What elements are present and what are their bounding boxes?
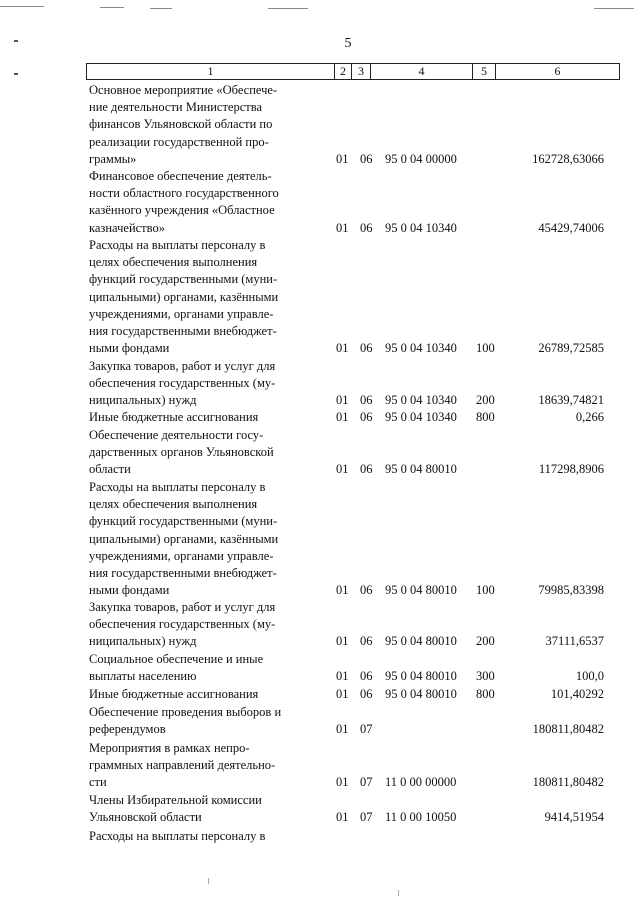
scan-edge-line [268, 8, 308, 9]
row-expense-type: 800 [476, 687, 495, 701]
row-subsection: 06 [360, 220, 373, 235]
row-expense-type: 300 [476, 669, 495, 684]
row-amount: 117298,8906 [538, 462, 604, 477]
row-target: 95 0 04 10340 [385, 341, 457, 356]
row-section: 01 [336, 775, 349, 790]
row-subsection: 07 [360, 810, 373, 825]
row-subsection: 06 [360, 669, 373, 684]
scan-edge-line [100, 7, 124, 8]
row-target: 95 0 04 80010 [385, 583, 457, 598]
row-target: 95 0 04 80010 [385, 634, 457, 649]
header-col-5: 5 [472, 63, 496, 80]
row-section: 01 [336, 687, 349, 701]
row-section: 01 [336, 220, 349, 235]
row-section: 01 [336, 722, 349, 737]
row-amount: 100,0 [575, 669, 604, 684]
row-description: Обеспечение проведения выборов и референдумов [89, 705, 282, 737]
row-section: 01 [336, 341, 349, 356]
row-amount: 180811,80482 [532, 775, 604, 790]
row-subsection: 06 [360, 341, 373, 356]
row-amount: 45429,74006 [538, 220, 604, 235]
row-subsection: 06 [360, 410, 373, 424]
header-col-3: 3 [351, 63, 371, 80]
row-description: Основное мероприятие «Обеспече- ние деятельности Министерства финансов Ульяновской области по реализации государственной про- граммы» [89, 83, 278, 166]
row-amount: 9414,51954 [544, 810, 604, 825]
row-section: 01 [336, 393, 349, 408]
row-subsection: 06 [360, 634, 373, 649]
row-section: 01 [336, 410, 349, 424]
row-target: 95 0 04 10340 [385, 410, 457, 424]
row-description: Расходы на выплаты персоналу в целях обеспечения выполнения функций государственными (муни- ципальными) органами, казёнными учреждениями, органами управле- ния государственными внебюджет- ными фондами [89, 480, 279, 598]
row-subsection: 06 [360, 151, 373, 166]
row-description: Расходы на выплаты персоналу в целях обеспечения выполнения функций государственными (муни- ципальными) органами, казёнными учреждениями, органами управле- ния государственными внебюджет- ными фондами [89, 238, 279, 356]
row-description: Социальное обеспечение и иные выплаты населению [89, 652, 264, 684]
row-subsection: 07 [360, 775, 373, 790]
header-col-1: 1 [86, 63, 335, 80]
row-expense-type: 800 [476, 410, 495, 424]
row-description: Закупка товаров, работ и услуг для обеспечения государственных (му- ниципальных) нужд [89, 600, 276, 649]
row-section: 01 [336, 583, 349, 598]
header-col-4: 4 [370, 63, 473, 80]
row-section: 01 [336, 151, 349, 166]
row-expense-type: 200 [476, 634, 495, 649]
row-subsection: 06 [360, 462, 373, 477]
row-amount: 162728,63066 [532, 151, 604, 166]
row-target: 11 0 00 00000 [385, 775, 457, 790]
row-target: 95 0 04 80010 [385, 462, 457, 477]
row-subsection: 06 [360, 393, 373, 408]
row-section: 01 [336, 634, 349, 649]
row-amount: 37111,6537 [545, 634, 604, 649]
scan-edge-line [150, 8, 172, 9]
row-target: 95 0 04 10340 [385, 393, 457, 408]
scan-edge-line [594, 8, 634, 9]
row-subsection: 06 [360, 687, 373, 701]
row-target: 95 0 04 80010 [385, 687, 457, 701]
row-subsection: 07 [360, 722, 373, 737]
row-description: Расходы на выплаты персоналу в [89, 829, 266, 843]
scan-mark [398, 890, 399, 896]
row-description: Обеспечение деятельности госу- дарственных органов Ульяновской области [89, 428, 274, 477]
row-expense-type: 100 [476, 341, 495, 356]
row-section: 01 [336, 462, 349, 477]
row-expense-type: 100 [476, 583, 495, 598]
scan-edge-line [0, 6, 44, 7]
row-subsection: 06 [360, 583, 373, 598]
scan-mark [14, 40, 18, 42]
row-target: 95 0 04 10340 [385, 220, 457, 235]
row-description: Мероприятия в рамках непро- граммных направлений деятельно- сти [89, 741, 276, 790]
row-description: Иные бюджетные ассигнования [89, 410, 259, 424]
row-section: 01 [336, 669, 349, 684]
row-description: Финансовое обеспечение деятель- ности областного государственного казённого учреждения «Областное казначейство» [89, 169, 279, 235]
row-target: 95 0 04 00000 [385, 151, 457, 166]
row-section: 01 [336, 810, 349, 825]
row-expense-type: 200 [476, 393, 495, 408]
header-col-2: 2 [334, 63, 352, 80]
row-description: Иные бюджетные ассигнования [89, 687, 259, 701]
header-col-6: 6 [495, 63, 620, 80]
row-target: 11 0 00 10050 [385, 810, 457, 825]
scan-mark [14, 73, 18, 75]
scan-mark [208, 878, 209, 884]
row-amount: 26789,72585 [538, 341, 604, 356]
row-target: 95 0 04 80010 [385, 669, 457, 684]
row-amount: 0,266 [575, 410, 604, 424]
row-amount: 79985,83398 [538, 583, 604, 598]
row-amount: 101,40292 [550, 687, 604, 701]
row-description: Закупка товаров, работ и услуг для обеспечения государственных (му- ниципальных) нужд [89, 359, 276, 408]
page-number: 5 [344, 36, 352, 51]
row-amount: 180811,80482 [532, 722, 604, 737]
row-description: Члены Избирательной комиссии Ульяновской области [89, 793, 262, 825]
row-amount: 18639,74821 [538, 393, 604, 408]
